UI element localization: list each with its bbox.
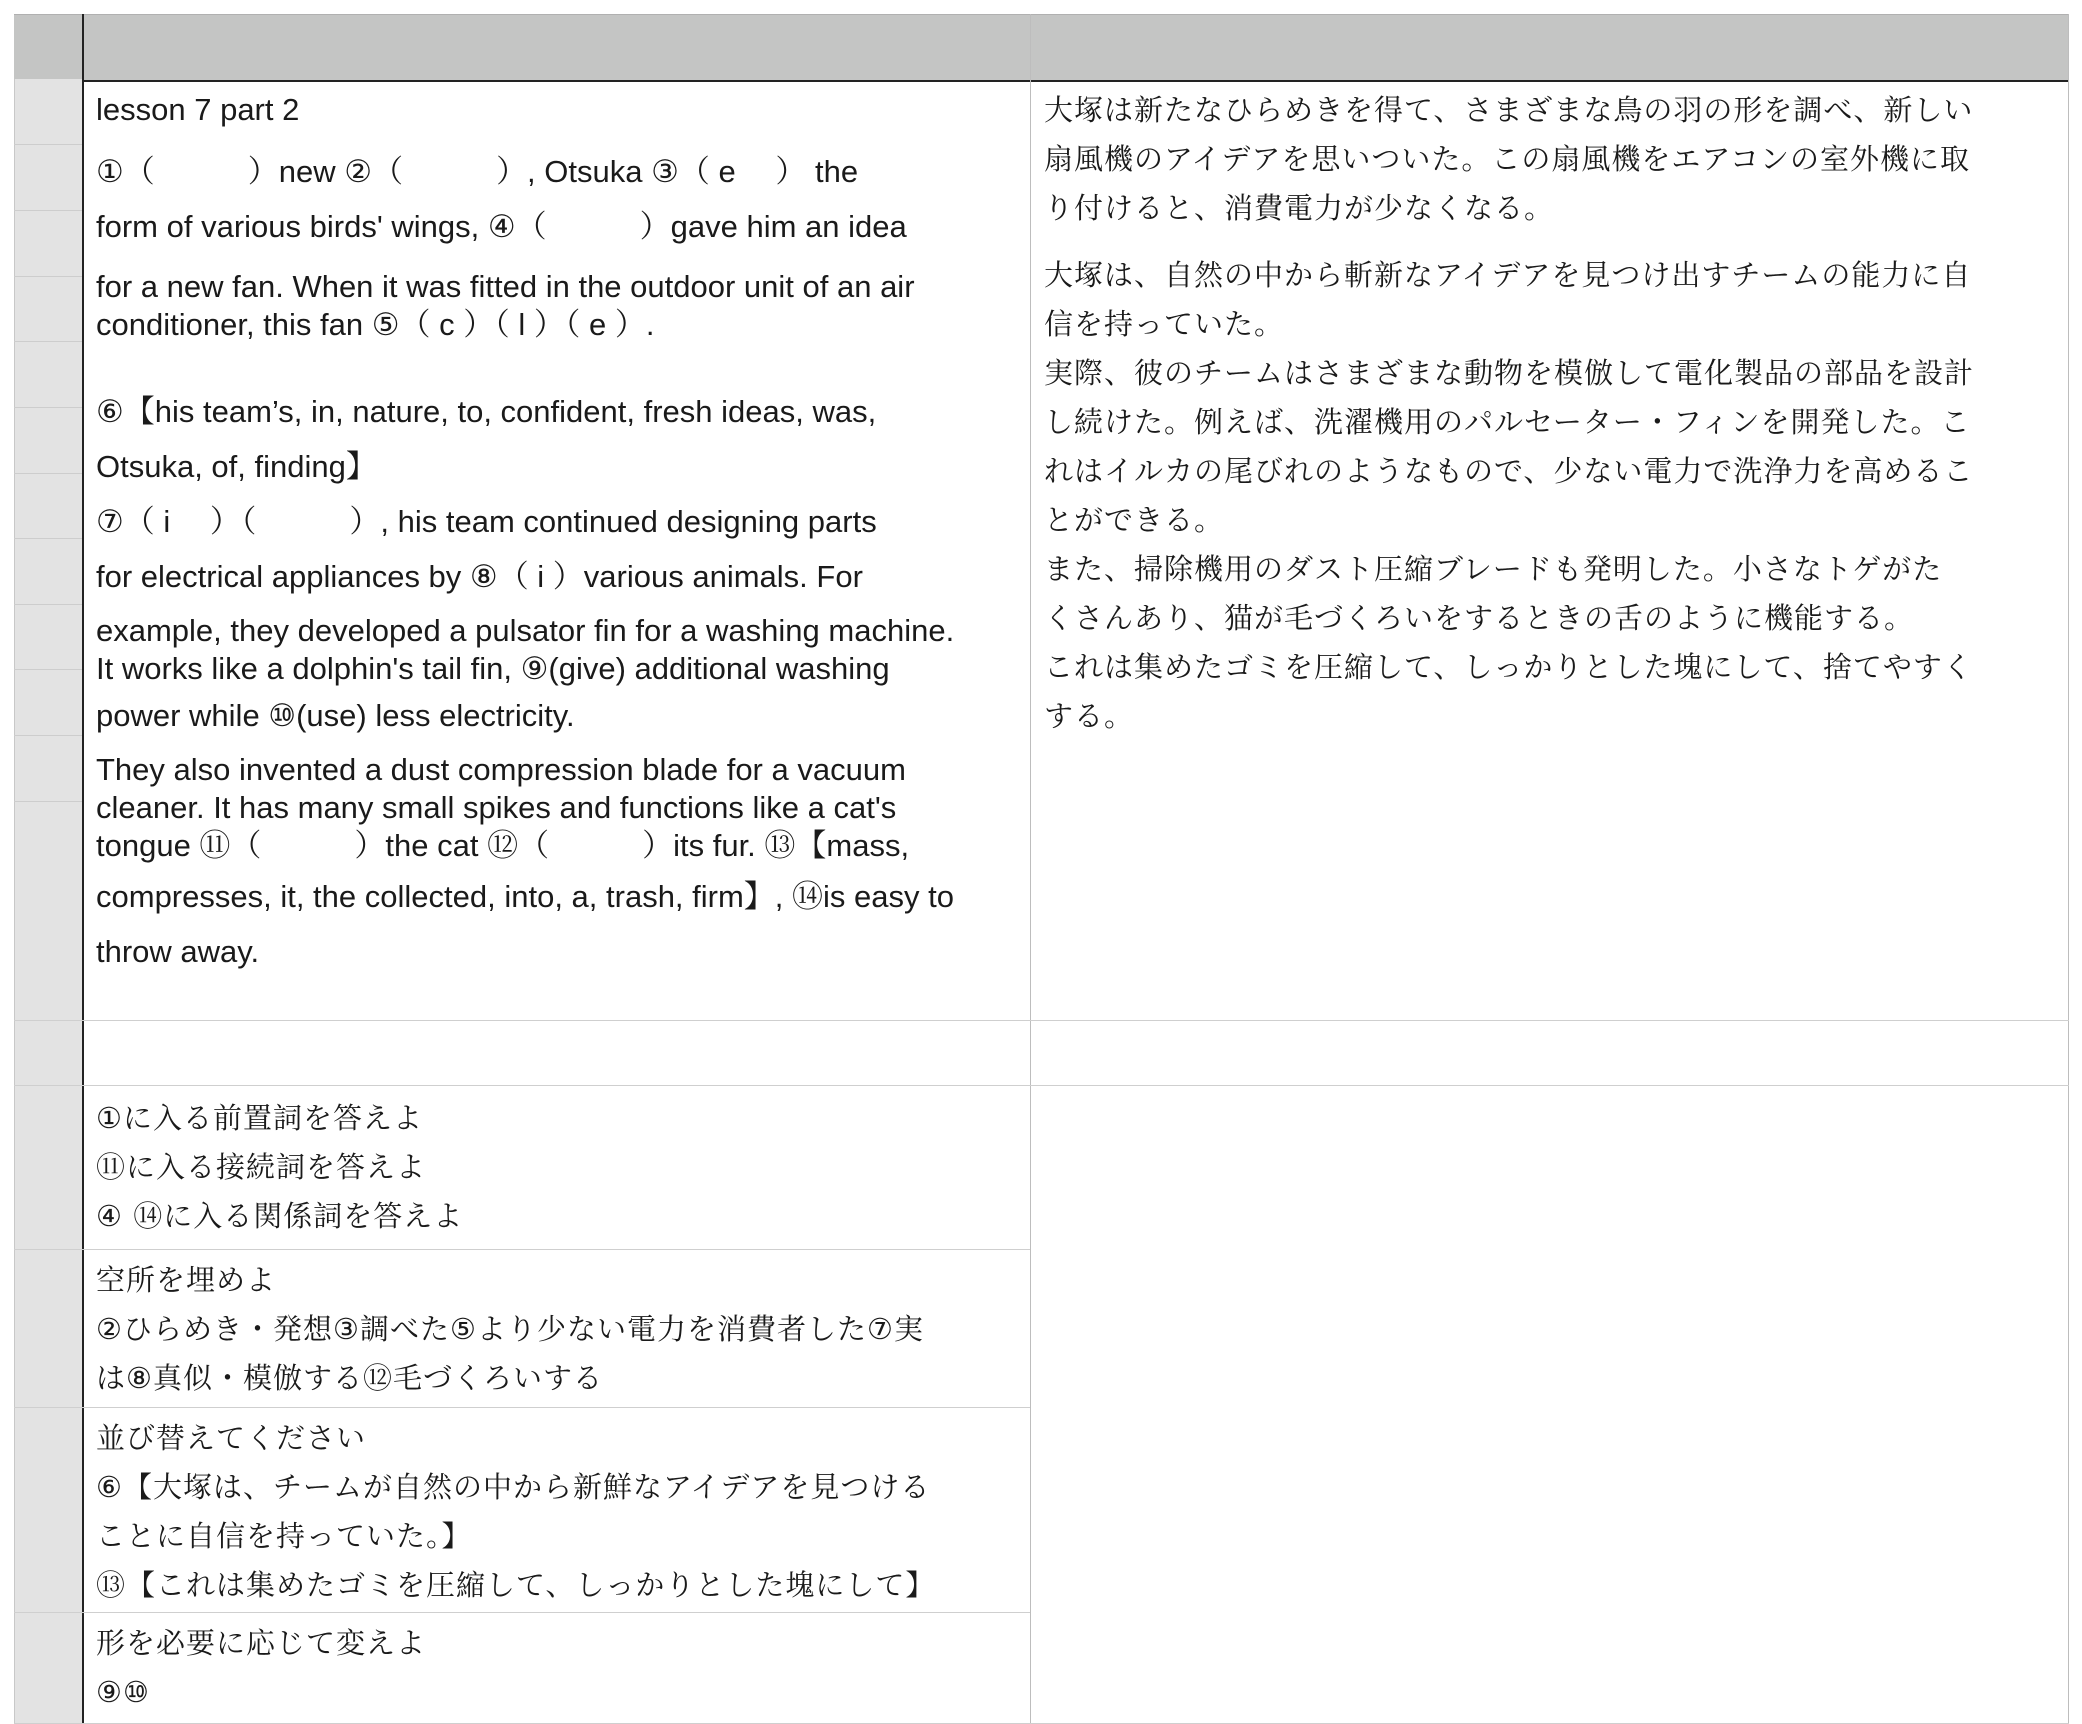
passage-line: Otsuka, of, finding】 bbox=[96, 449, 377, 484]
passage-line: throw away. bbox=[96, 934, 260, 969]
passage-cell[interactable] bbox=[96, 88, 1021, 979]
passage-line: ①（ ）new ②（ ）, Otsuka ③（ e ） the bbox=[96, 154, 859, 189]
translation-line: れはイルカの尾びれのようなもので、少ない電力で洗浄力を高めるこ bbox=[1044, 454, 1974, 488]
passage-line: They also invented a dust compression blade for a vacuum bbox=[96, 752, 906, 787]
column-header-bar bbox=[14, 14, 2069, 82]
empty-cell[interactable] bbox=[84, 1021, 1030, 1085]
question-line: ⑥【大塚は、チームが自然の中から新鮮なアイデアを見つける bbox=[96, 1470, 931, 1504]
translation-line: 信を持っていた。 bbox=[1044, 307, 1285, 341]
passage-line: example, they developed a pulsator fin for a washing machine. bbox=[96, 613, 955, 648]
passage-line: for electrical appliances by ⑧（ i ）various animals. For bbox=[96, 559, 863, 594]
question-line: ①に入る前置詞を答えよ bbox=[96, 1101, 423, 1135]
empty-cell[interactable] bbox=[1031, 1021, 2068, 1085]
question-line: ⑬【これは集めたゴミを圧縮して、しっかりとした塊にして】 bbox=[96, 1568, 936, 1602]
passage-line: cleaner. It has many small spikes and functions like a cat's bbox=[96, 790, 897, 825]
row-number-column bbox=[14, 79, 83, 1724]
passage-line: ⑦（ i ）（ ）, his team continued designing parts bbox=[96, 504, 877, 539]
column-divider bbox=[82, 14, 84, 1724]
translation-cell[interactable] bbox=[1044, 86, 2064, 741]
passage-line: compresses, it, the collected, into, a, trash, firm】, ⑭is easy to bbox=[96, 879, 954, 914]
translation-line: する。 bbox=[1044, 699, 1135, 733]
spreadsheet bbox=[14, 14, 2069, 1724]
translation-line: 実際、彼のチームはさまざまな動物を模倣して電化製品の部品を設計 bbox=[1044, 356, 1975, 390]
question-line: 並び替えてください bbox=[96, 1421, 367, 1455]
translation-line: 大塚は新たなひらめきを得て、さまざまな鳥の羽の形を調べ、新しい bbox=[1044, 93, 1974, 127]
passage-line: for a new fan. When it was fitted in the outdoor unit of an air bbox=[96, 269, 915, 304]
passage-line: power while ⑩(use) less electricity. bbox=[96, 698, 575, 733]
translation-line: し続けた。例えば、洗濯機用のパルセーター・フィンを開発した。こ bbox=[1044, 405, 1971, 439]
translation-line: これは集めたゴミを圧縮して、しっかりとした塊にして、捨てやすく bbox=[1044, 650, 1973, 684]
passage-line: form of various birds' wings, ④（ ）gave him an idea bbox=[96, 209, 907, 244]
question-line: 空所を埋めよ bbox=[96, 1263, 277, 1297]
question-cell[interactable] bbox=[96, 1094, 1026, 1241]
question-line: ②ひらめき・発想③調べた⑤より少ない電力を消費者した⑦実 bbox=[96, 1312, 924, 1346]
passage-line: tongue ⑪（ ）the cat ⑫（ ）its fur. ⑬【mass, bbox=[96, 828, 910, 863]
lesson-title: lesson 7 part 2 bbox=[96, 92, 300, 127]
translation-line: また、掃除機用のダスト圧縮ブレードも発明した。小さなトゲがた bbox=[1044, 552, 1943, 586]
question-line: ⑪に入る接続詞を答えよ bbox=[96, 1150, 427, 1184]
translation-line: くさんあり、猫が毛づくろいをするときの舌のように機能する。 bbox=[1044, 601, 1915, 635]
translation-line: とができる。 bbox=[1044, 503, 1225, 537]
question-line: ⑨⑩ bbox=[96, 1675, 150, 1709]
question-cell[interactable] bbox=[96, 1256, 1026, 1403]
question-cell[interactable] bbox=[96, 1619, 1026, 1717]
translation-line: 扇風機のアイデアを思いついた。この扇風機をエアコンの室外機に取 bbox=[1044, 142, 1970, 176]
passage-line: It works like a dolphin's tail fin, ⑨(give) additional washing bbox=[96, 651, 890, 686]
question-cell[interactable] bbox=[96, 1414, 1026, 1610]
question-line: ④ ⑭に入る関係詞を答えよ bbox=[96, 1199, 464, 1233]
question-line: 形を必要に応じて変えよ bbox=[96, 1626, 427, 1660]
empty-cell[interactable] bbox=[1031, 1086, 2068, 1723]
question-line: ことに自信を持っていた。】 bbox=[96, 1519, 472, 1553]
translation-line: 大塚は、自然の中から斬新なアイデアを見つけ出すチームの能力に自 bbox=[1044, 258, 1972, 292]
passage-line: ⑥【his team’s, in, nature, to, confident, fresh ideas, was, bbox=[96, 394, 877, 429]
translation-line: り付けると、消費電力が少なくなる。 bbox=[1044, 191, 1555, 225]
passage-line: conditioner, this fan ⑤（ c ）（ l ）（ e ）. bbox=[96, 307, 655, 342]
question-line: は⑧真似・模倣する⑫毛づくろいする bbox=[96, 1361, 603, 1395]
